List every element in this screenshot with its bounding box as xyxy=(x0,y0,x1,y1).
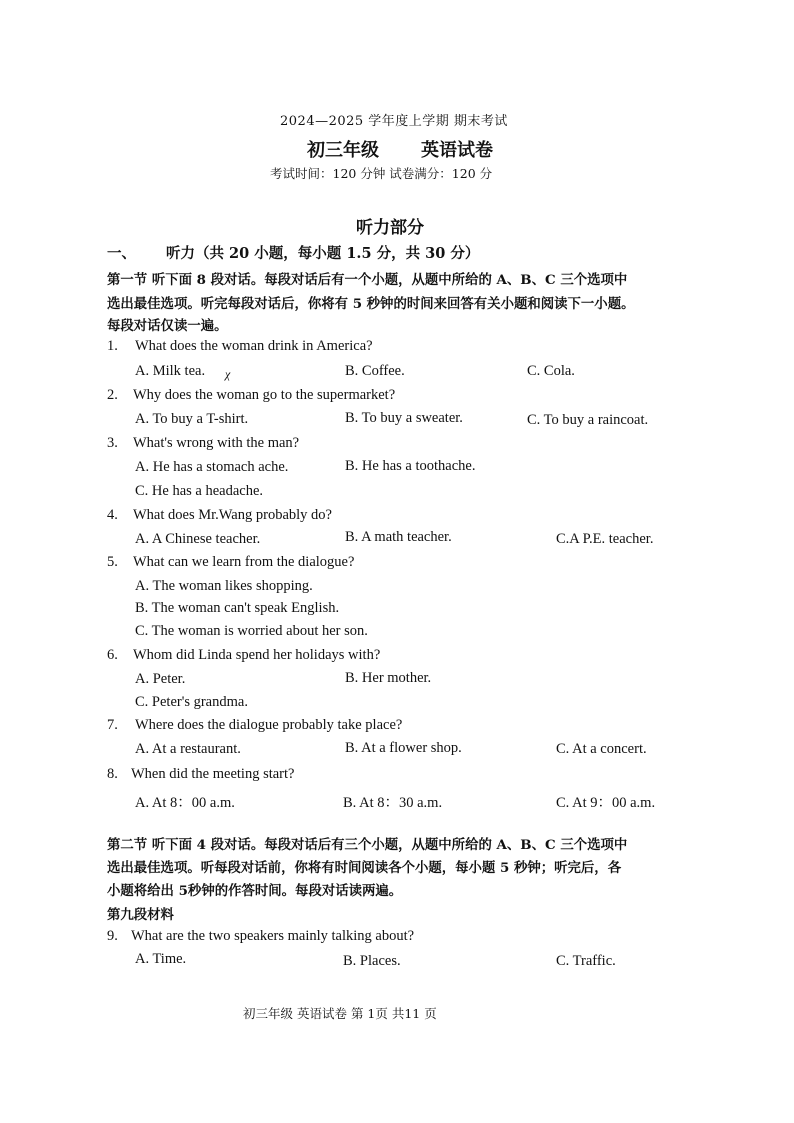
option-a: A. A Chinese teacher. xyxy=(135,531,261,547)
option-b: B. At a flower shop. xyxy=(345,740,462,756)
section2-instruction-line: 选出最佳选项。听每段对话前，你将有时间阅读各个小题，每小题 5 秒钟；听完后，各 xyxy=(107,860,622,876)
handwritten-mark: χ xyxy=(225,367,231,381)
option-b: B. At 8：30 a.m. xyxy=(343,795,443,811)
question-text: What does the woman drink in America? xyxy=(135,338,373,354)
question-number: 6. xyxy=(107,647,118,663)
option-c: C. To buy a raincoat. xyxy=(527,412,649,428)
option-c: C. He has a headache. xyxy=(135,483,264,499)
material-label: 第九段材料 xyxy=(107,907,174,923)
question-number: 1. xyxy=(107,338,118,354)
option-a: A. At a restaurant. xyxy=(135,741,241,757)
exam-time-line: 考试时间：120 分钟 试卷满分：120 分 xyxy=(270,166,493,181)
option-b: B. To buy a sweater. xyxy=(345,410,463,426)
question-text: Why does the woman go to the supermarket? xyxy=(133,387,396,403)
option-b: B. Coffee. xyxy=(345,363,405,379)
section1-instruction-line: 第一节 听下面 8 段对话。每段对话后有一个小题，从题中所给的 A、B、C 三个选项中 xyxy=(107,272,628,288)
section2-instruction-line: 小题将给出 5秒钟的作答时间。每段对话读两遍。 xyxy=(107,883,403,899)
question-number: 9. xyxy=(107,928,118,944)
listening-section-title: 听力部分 xyxy=(356,218,424,238)
section2-instruction-line: 第二节 听下面 4 段对话。每段对话后有三个小题，从题中所给的 A、B、C 三个选项中 xyxy=(107,837,628,853)
option-b: B. He has a toothache. xyxy=(345,458,476,474)
option-c: C. At a concert. xyxy=(556,741,647,757)
option-a: A. To buy a T-shirt. xyxy=(135,411,249,427)
option-a: A. Peter. xyxy=(135,671,186,687)
question-number: 4. xyxy=(107,507,118,523)
option-a: A. The woman likes shopping. xyxy=(135,578,313,594)
question-number: 5. xyxy=(107,554,118,570)
option-c: C. The woman is worried about her son. xyxy=(135,623,368,639)
question-text: What does Mr.Wang probably do? xyxy=(133,507,332,523)
option-c: C. Peter's grandma. xyxy=(135,694,248,710)
option-b: B. The woman can't speak English. xyxy=(135,600,340,616)
option-a: A. At 8：00 a.m. xyxy=(135,795,235,811)
option-c: C.A P.E. teacher. xyxy=(556,531,654,547)
section1-instruction-line: 每段对话仅读一遍。 xyxy=(107,318,228,334)
question-text: What's wrong with the man? xyxy=(133,435,300,451)
option-c: C. Cola. xyxy=(527,363,575,379)
option-a: A. He has a stomach ache. xyxy=(135,459,289,475)
question-number: 7. xyxy=(107,717,118,733)
question-text: Where does the dialogue probably take place? xyxy=(135,717,403,733)
option-c: C. Traffic. xyxy=(556,953,616,969)
question-number: 3. xyxy=(107,435,118,451)
section1-instruction-line: 选出最佳选项。听完每段对话后，你将有 5 秒钟的时间来回答有关小题和阅读下一小题。 xyxy=(107,296,635,312)
option-c: C. At 9：00 a.m. xyxy=(556,795,656,811)
option-b: B. Her mother. xyxy=(345,670,432,686)
question-text: What are the two speakers mainly talking about? xyxy=(131,928,415,944)
part-title: 听力（共 20 小题，每小题 1.5 分，共 30 分） xyxy=(166,245,480,262)
exam-term-line: 2024—2025 学年度上学期 期末考试 xyxy=(280,114,508,129)
question-text: When did the meeting start? xyxy=(131,766,295,782)
grade-title: 初三年级 xyxy=(307,140,379,161)
question-text: What can we learn from the dialogue? xyxy=(133,554,355,570)
question-number: 2. xyxy=(107,387,118,403)
option-b: B. Places. xyxy=(343,953,401,969)
question-text: Whom did Linda spend her holidays with? xyxy=(133,647,381,663)
page-footer: 初三年级 英语试卷 第 1页 共11 页 xyxy=(243,1006,437,1021)
option-a: A. Time. xyxy=(135,951,187,967)
option-a: A. Milk tea. xyxy=(135,363,206,379)
subject-title: 英语试卷 xyxy=(421,140,493,161)
option-b: B. A math teacher. xyxy=(345,529,452,545)
part-number: 一、 xyxy=(107,245,136,262)
question-number: 8. xyxy=(107,766,118,782)
